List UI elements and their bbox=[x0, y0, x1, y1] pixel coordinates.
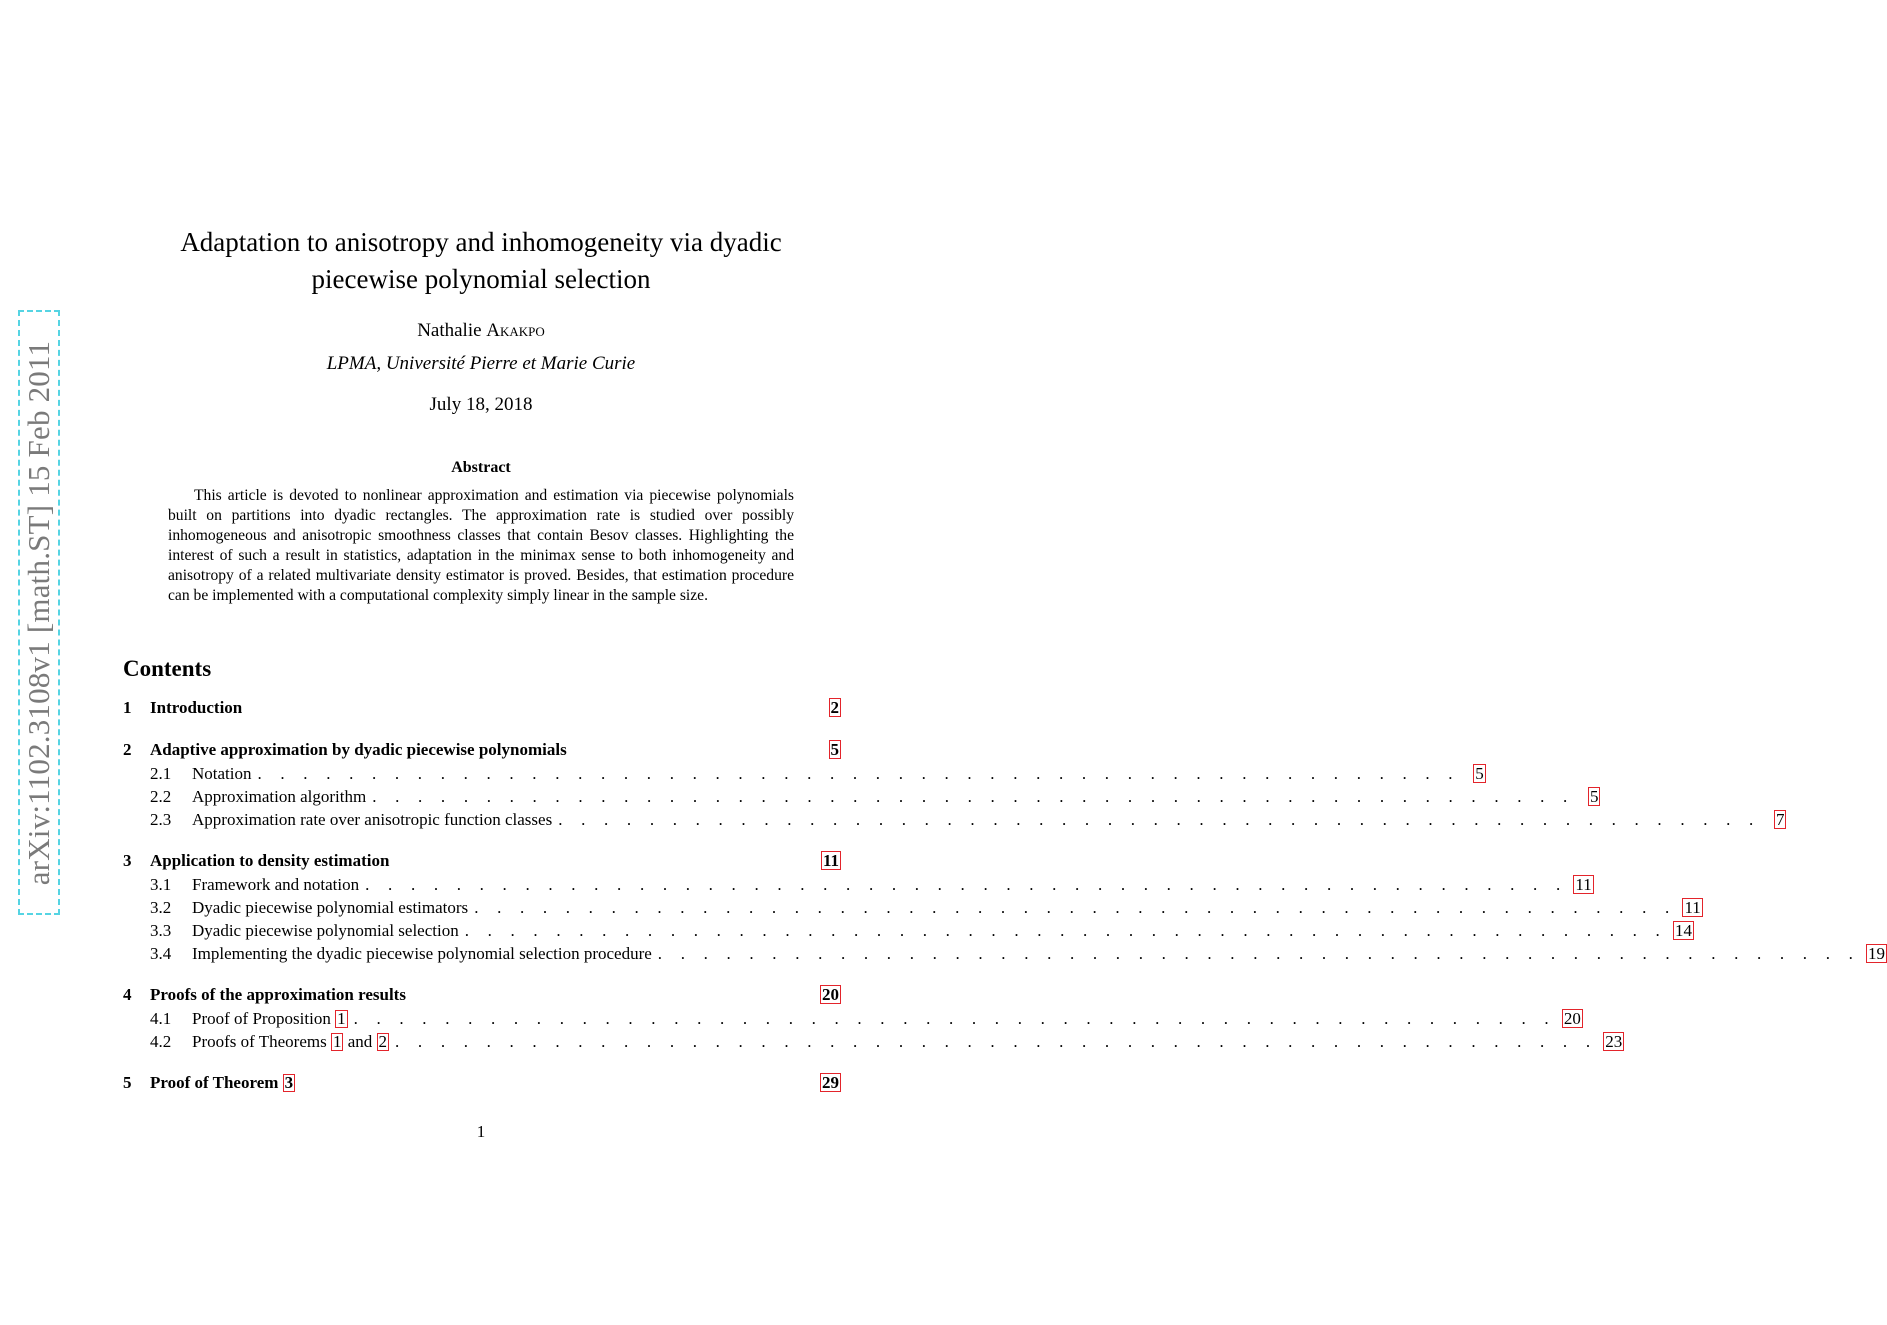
toc-number: 2.2 bbox=[150, 787, 172, 806]
toc-label: Proof of Proposition 1 bbox=[192, 1009, 346, 1028]
toc-subsection-4-2[interactable] bbox=[123, 1032, 1623, 1055]
toc-page-link[interactable]: 11 bbox=[1575, 875, 1592, 894]
toc-label: Approximation algorithm bbox=[192, 787, 367, 806]
abstract-text: This article is devoted to nonlinear approximation and estimation via piecewise polynomials built on partitions into dyadic rectangles. The approximation rate is studied over possibly inhomogeneous and anisotropic smoothness classes that contain Besov classes. Highlighting the interest of such a result in statistics, adaptation in the minimax sense to both inhomogeneity and anisotropy of a related multivariate density estimator is proved. Besides, that estimation procedure can be implemented with a computational complexity simply linear in the sample size. bbox=[168, 487, 794, 604]
toc-subsection-3-2[interactable] bbox=[123, 898, 1701, 921]
author-first-name: Nathalie bbox=[417, 320, 487, 341]
affiliation: LPMA, Université Pierre et Marie Curie bbox=[326, 353, 636, 374]
toc-number: 3.4 bbox=[150, 944, 172, 963]
paper-title bbox=[0, 224, 962, 298]
toc-number: 4.2 bbox=[150, 1032, 172, 1051]
toc-leader-dots: . . . . . . . . . . . . . . . . . . . . . . . . . . . . . . . . . . . . . . . . . . . . . . . . . . . . . bbox=[558, 810, 1761, 829]
toc-label: Framework and notation bbox=[192, 875, 360, 894]
toc-page-link[interactable]: 20 bbox=[1563, 1009, 1581, 1028]
title-line-2: piecewise polynomial selection bbox=[311, 264, 651, 294]
toc-page-link[interactable]: 29 bbox=[822, 1073, 839, 1092]
toc-section-2[interactable] bbox=[123, 740, 841, 764]
toc-subsection-3-3[interactable] bbox=[123, 921, 1692, 944]
toc-number: 5 bbox=[123, 1073, 132, 1092]
theorem-ref-link[interactable]: 3 bbox=[284, 1073, 294, 1092]
contents-heading: Contents bbox=[123, 656, 212, 681]
toc-section-4[interactable] bbox=[123, 985, 841, 1009]
page-number: 1 bbox=[476, 1122, 486, 1141]
toc-number: 3.2 bbox=[150, 898, 172, 917]
toc-label: Application to density estimation bbox=[150, 851, 390, 870]
author bbox=[0, 320, 962, 342]
toc-label: Dyadic piecewise polynomial selection bbox=[192, 921, 459, 940]
toc-leader-dots: . . . . . . . . . . . . . . . . . . . . . . . . . . . . . . . . . . . . . . . . . . . . . . . . . . . . . bbox=[395, 1032, 1598, 1051]
toc-label: Adaptive approximation by dyadic piecewise polynomials bbox=[150, 740, 567, 759]
toc-page-link[interactable]: 20 bbox=[822, 985, 839, 1004]
toc-page-link[interactable]: 5 bbox=[1589, 787, 1599, 806]
theorem-ref-link[interactable]: 2 bbox=[378, 1032, 388, 1051]
toc-page-link[interactable]: 19 bbox=[1868, 944, 1886, 963]
toc-number: 2 bbox=[123, 740, 132, 759]
proposition-ref-link[interactable]: 1 bbox=[337, 1009, 346, 1028]
arxiv-stamp: arXiv:1102.3108v1 [math.ST] 15 Feb 2011 bbox=[21, 340, 56, 885]
toc-label: Proofs of Theorems 1 and 2 bbox=[192, 1032, 388, 1051]
toc-label: Proofs of the approximation results bbox=[150, 985, 406, 1004]
toc-number: 3.3 bbox=[150, 921, 172, 940]
toc-number: 3 bbox=[123, 851, 132, 870]
toc-label: Implementing the dyadic piecewise polynomial selection procedure bbox=[192, 944, 652, 963]
toc-page-link[interactable]: 11 bbox=[1684, 898, 1701, 917]
toc-label: Approximation rate over anisotropic function classes bbox=[192, 810, 553, 829]
theorem-ref-link[interactable]: 1 bbox=[332, 1032, 342, 1051]
toc-page-link[interactable]: 5 bbox=[830, 740, 839, 759]
toc-section-3[interactable] bbox=[123, 851, 841, 875]
toc-label: Proof of Theorem 3 bbox=[150, 1073, 294, 1092]
toc-leader-dots: . . . . . . . . . . . . . . . . . . . . . . . . . . . . . . . . . . . . . . . . . . . . . . . . . . . . . bbox=[474, 898, 1677, 917]
table-of-contents bbox=[123, 698, 1886, 1097]
toc-subsection-2-2[interactable] bbox=[123, 787, 1599, 810]
toc-section-5[interactable] bbox=[123, 1073, 841, 1097]
toc-page-link[interactable]: 23 bbox=[1605, 1032, 1623, 1051]
toc-subsection-2-1[interactable] bbox=[123, 764, 1484, 787]
toc-leader-dots: . . . . . . . . . . . . . . . . . . . . . . . . . . . . . . . . . . . . . . . . . . . . . . . . . . . . . bbox=[372, 787, 1575, 806]
toc-number: 2.3 bbox=[150, 810, 172, 829]
toc-leader-dots: . . . . . . . . . . . . . . . . . . . . . . . . . . . . . . . . . . . . . . . . . . . . . . . . . . . . . bbox=[657, 944, 1861, 963]
toc-leader-dots: . . . . . . . . . . . . . . . . . . . . . . . . . . . . . . . . . . . . . . . . . . . . . . . . . . . . . bbox=[365, 875, 1568, 894]
title-line-1: Adaptation to anisotropy and inhomogeneity via dyadic bbox=[180, 227, 782, 257]
toc-subsection-2-3[interactable] bbox=[123, 810, 1785, 833]
toc-section-1[interactable] bbox=[123, 698, 841, 722]
toc-page-link[interactable]: 7 bbox=[1775, 810, 1785, 829]
toc-page-link[interactable]: 14 bbox=[1674, 921, 1692, 940]
abstract-heading: Abstract bbox=[451, 459, 511, 476]
date: July 18, 2018 bbox=[429, 394, 533, 415]
author-last-name: Akakpo bbox=[486, 320, 545, 341]
toc-page-link[interactable]: 5 bbox=[1475, 764, 1484, 783]
toc-number: 3.1 bbox=[150, 875, 172, 894]
toc-number: 2.1 bbox=[150, 764, 172, 783]
toc-subsection-3-4[interactable] bbox=[123, 944, 1886, 967]
toc-number: 1 bbox=[123, 698, 132, 717]
toc-leader-dots: . . . . . . . . . . . . . . . . . . . . . . . . . . . . . . . . . . . . . . . . . . . . . . . . . . . . . bbox=[257, 764, 1460, 783]
toc-label: Notation bbox=[192, 764, 252, 783]
toc-number: 4 bbox=[123, 985, 132, 1004]
toc-page-link[interactable]: 11 bbox=[822, 851, 839, 870]
toc-label: Dyadic piecewise polynomial estimators bbox=[192, 898, 469, 917]
toc-subsection-3-1[interactable] bbox=[123, 875, 1592, 898]
toc-subsection-4-1[interactable] bbox=[123, 1009, 1581, 1032]
toc-leader-dots: . . . . . . . . . . . . . . . . . . . . . . . . . . . . . . . . . . . . . . . . . . . . . . . . . . . . . bbox=[353, 1009, 1556, 1028]
toc-page-link[interactable]: 2 bbox=[830, 698, 839, 717]
toc-leader-dots: . . . . . . . . . . . . . . . . . . . . . . . . . . . . . . . . . . . . . . . . . . . . . . . . . . . . . bbox=[464, 921, 1667, 940]
toc-number: 4.1 bbox=[150, 1009, 172, 1028]
toc-label: Introduction bbox=[150, 698, 243, 717]
